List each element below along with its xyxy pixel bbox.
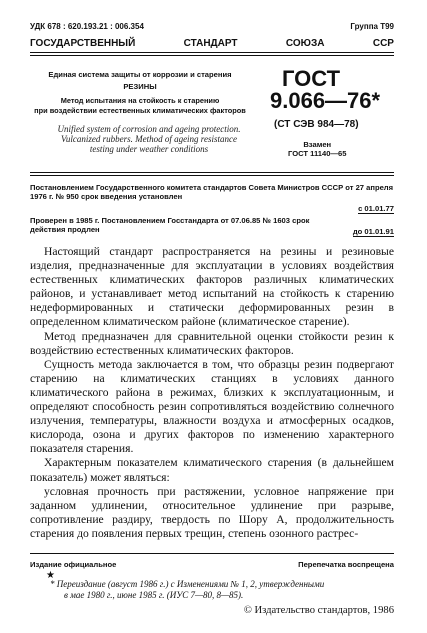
banner-word-2: СТАНДАРТ <box>183 38 238 49</box>
gost-number: 9.066—76* <box>270 88 381 113</box>
english-line-1: Unified system of corrosion and ageing protection. <box>57 124 241 134</box>
effective-date: с 01.01.77 <box>358 204 394 213</box>
method-line-1: Метод испытания на стойкость к старению <box>60 96 220 105</box>
english-line-2: Vulcanized rubbers. Method of ageing resistance <box>61 134 237 144</box>
replaces-value: ГОСТ 11140—65 <box>288 149 347 158</box>
standard-subject: РЕЗИНЫ <box>123 82 157 91</box>
body-paragraph-5: условная прочность при растяжении, условное напряжение при заданном удлинении, относительное удлинение при разрыве, сопротивление раздиру, твердость по Шору А, продолжительность старения до появления первых трещин, степень озонного растрес- <box>30 484 394 540</box>
star-icon: ★ <box>46 570 55 581</box>
english-title <box>44 124 254 154</box>
extension-text: Проверен в 1985 г. Постановлением Госстандарта от 07.06.85 № 1603 срок действия продлен <box>30 216 310 234</box>
no-reprint-label: Перепечатка воспрещена <box>298 560 394 569</box>
banner-word-1: ГОСУДАРСТВЕННЫЙ <box>30 38 136 49</box>
top-divider-2 <box>30 55 394 56</box>
body-paragraph-4: Характерным показателем климатического старения (в дальнейшем показатель) может являться: <box>30 456 394 484</box>
extended-date: до 01.01.91 <box>352 227 394 236</box>
gost-label: ГОСТ <box>282 66 341 91</box>
middle-divider-2 <box>30 175 394 176</box>
method-line-2: при воздействии естественных климатических факторов <box>34 106 246 115</box>
footer-divider <box>30 553 394 554</box>
standard-method-title <box>30 96 250 116</box>
replaces-label: Взамен <box>303 140 332 149</box>
banner-word-4: ССР <box>372 38 394 49</box>
standard-series: Единая система защиты от коррозии и старения <box>48 70 232 79</box>
official-edition-label: Издание официальное <box>30 560 117 569</box>
body-paragraph-3: Сущность метода заключается в том, что образцы резин подвергают старению на климатических станциях в условиях данного климатического района в режимах, близких к эксплуатационным, и определяют способность резин сопротивляться воздействию солнечного излучения, температуры, влажности воздуха и атмосферных осадков, кислорода, озона и других факторов по изменению характерного показателя старения. <box>30 357 394 456</box>
reissue-line-1: * Переиздание (август 1986 г.) с Изменениями № 1, 2, утвержденными <box>50 579 325 589</box>
decree-text: Постановлением Государственного комитета стандартов Совета Министров СССР от 27 апреля 1976 г. № 950 срок введения установлен <box>30 183 394 201</box>
group-code: Группа Т99 <box>350 22 394 31</box>
body-paragraph-2: Метод предназначен для сравнительной оценки стойкости резин к воздействию естественных климатических факторов. <box>30 329 394 357</box>
replaces-block <box>288 140 346 158</box>
english-line-3: testing under weather conditions <box>89 144 209 154</box>
main-body <box>30 245 394 541</box>
middle-divider-1 <box>30 172 394 173</box>
state-standard-banner <box>30 38 394 49</box>
banner-word-3: СОЮЗА <box>285 38 325 49</box>
copyright-notice: © Издательство стандартов, 1986 <box>243 605 394 616</box>
body-paragraph-1: Настоящий стандарт распространяется на резины и резиновые изделия, предназначенные для эксплуатации в условиях воздействия естественных климатических факторов различных климатических районов, и устанавливает метод испытаний на стойкость к старению недеформированных и статически деформированных резин в определенном климатическом районе (климатическое старение). <box>30 245 394 329</box>
top-divider-1 <box>30 52 394 53</box>
st-sev-number: (СТ СЭВ 984—78) <box>274 119 359 130</box>
udk-code: УДК 678 : 620.193.21 : 006.354 <box>30 22 144 31</box>
reissue-line-2: в мае 1980 г., июне 1985 г. (ИУС 7—80, 8—85). <box>64 590 244 600</box>
reissue-note <box>50 579 390 601</box>
